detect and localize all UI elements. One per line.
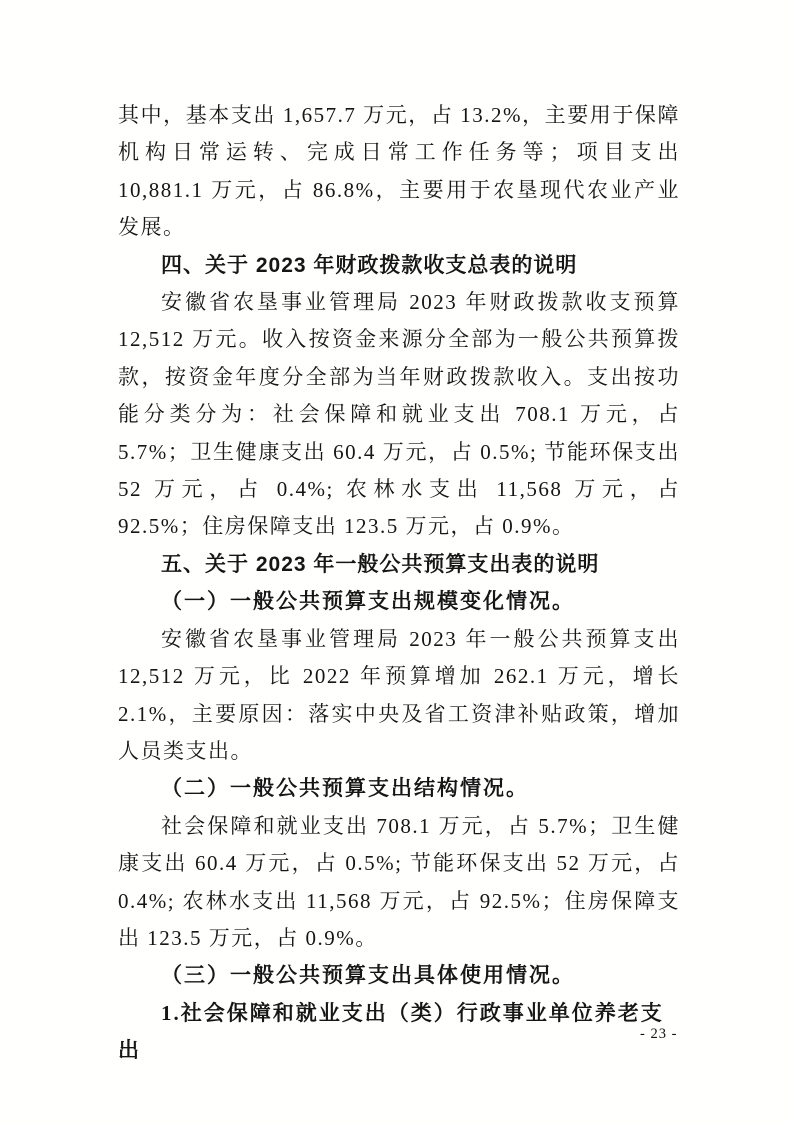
page-number: - 23 - [640,1026,678,1042]
subsection-heading-3: （三）一般公共预算支出具体使用情况。 [161,963,575,988]
subsection-heading-1: （一）一般公共预算支出规模变化情况。 [161,589,575,614]
paragraph-fiscal-appropriation: 安徽省农垦事业管理局 2023 年财政拨款收支预算 12,512 万元。收入按资金来源分全部为一般公共预算拨款，按资金年度分全部为当年财政拨款收入。支出按功能分类分为：社会保障和就业支出 708.1 万元，占 5.7%；卫生健康支出 60.4 万元，占 0.5%; 节能环保支出 52 万元，占 0.4%; 农林水支出 11,568 万元，占 92.5%；住房保障支出 123.5 万元，占 0.9%。 [118,290,680,539]
paragraph-budget-scale-change: 安徽省农垦事业管理局 2023 年一般公共预算支出 12,512 万元，比 2022 年预算增加 262.1 万元，增长 2.1%，主要原因：落实中央及省工资津补贴政策，增加人员类支出。 [118,626,680,763]
section-heading-5: 五、关于 2023 年一般公共预算支出表的说明 [161,552,600,576]
paragraph-budget-structure: 社会保障和就业支出 708.1 万元，占 5.7%；卫生健康支出 60.4 万元，占 0.5%; 节能环保支出 52 万元，占 0.4%; 农林水支出 11,568 万元，占 92.5%；住房保障支出 123.5 万元，占 0.9%。 [118,813,680,950]
item-heading-1: 1.社会保障和就业支出（类）行政事业单位养老支出 [118,1000,664,1063]
paragraph-continuation: 其中，基本支出 1,657.7 万元，占 13.2%，主要用于保障机构日常运转、完成日常工作任务等；项目支出 10,881.1 万元，占 86.8%，主要用于农垦现代农业产业发展。 [118,103,680,240]
section-heading-4: 四、关于 2023 年财政拨款收支总表的说明 [161,253,578,277]
subsection-heading-2: （二）一般公共预算支出结构情况。 [161,776,529,801]
document-body [118,97,680,1070]
